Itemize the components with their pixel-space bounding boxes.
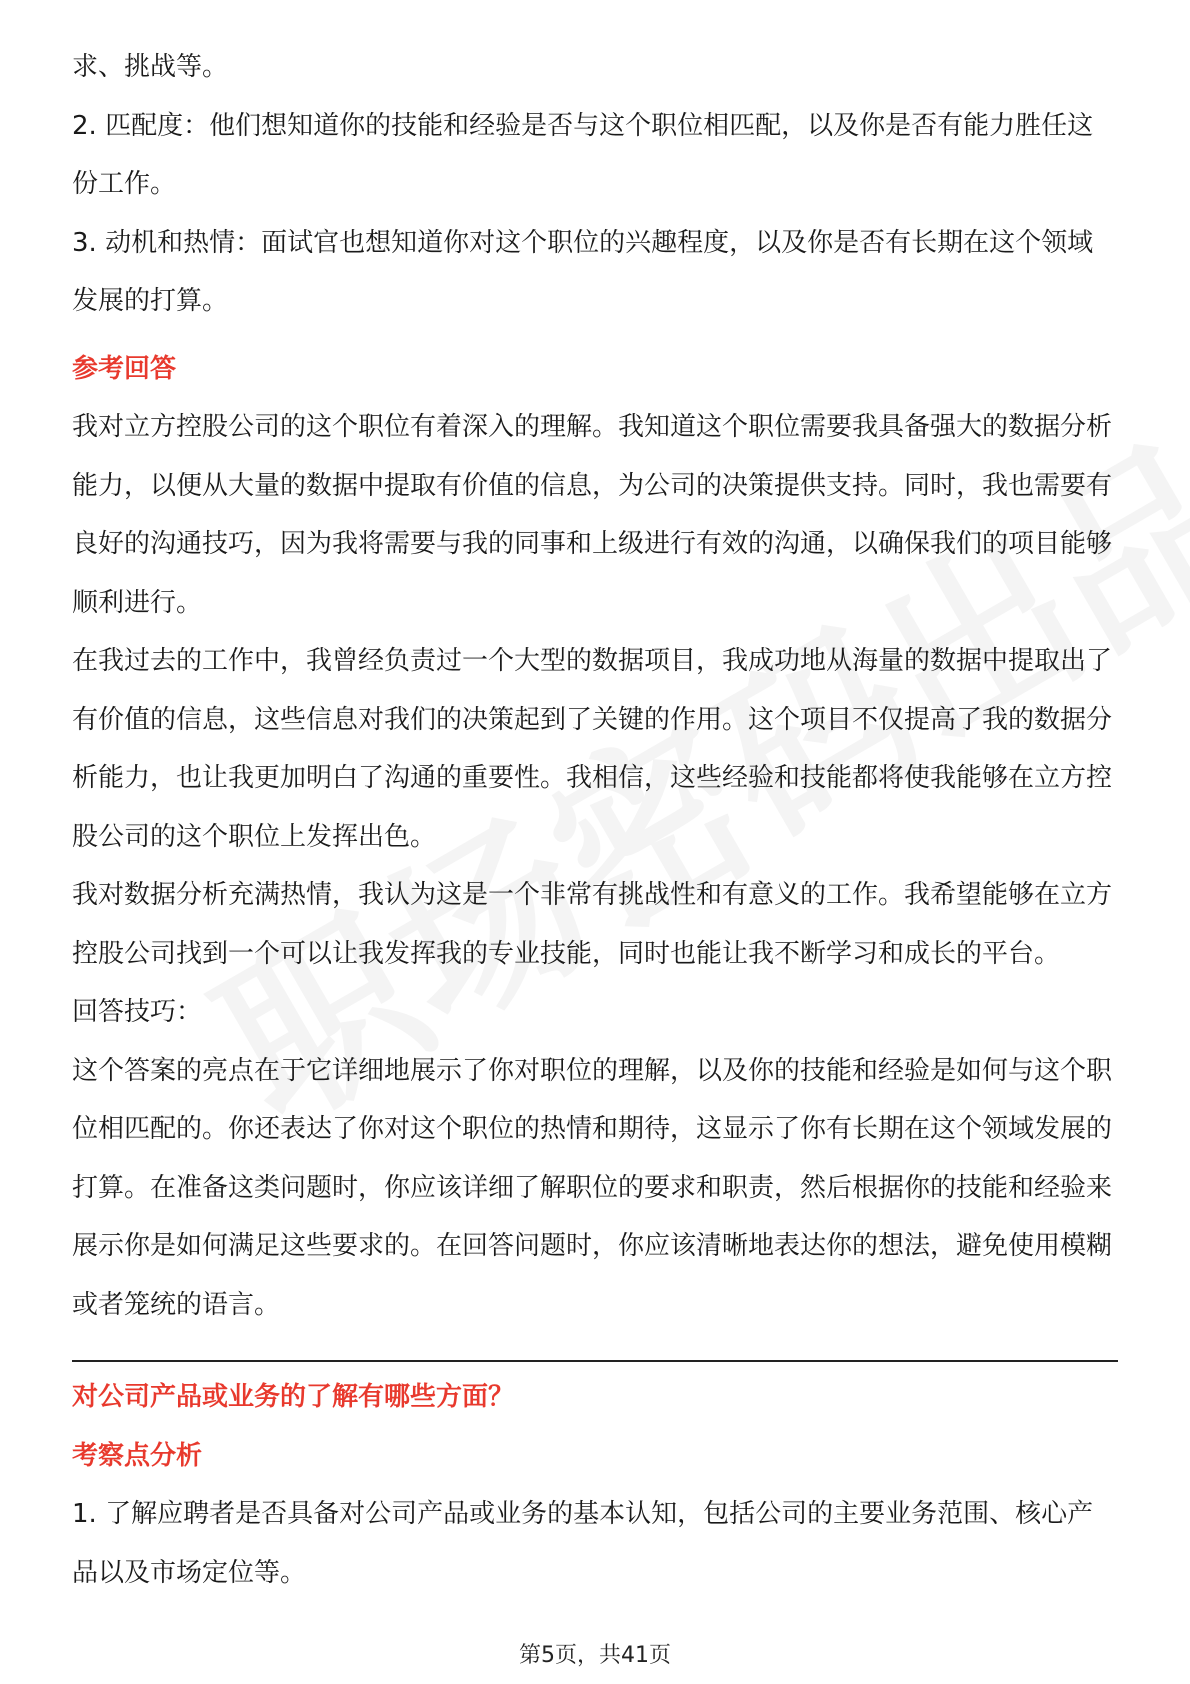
body-paragraph: 我对数据分析充满热情，我认为这是一个非常有挑战性和有意义的工作。我希望能够在立方控股公司找到一个可以让我发挥我的专业技能，同时也能让我不断学习和成长的平台。	[72, 880, 1113, 969]
section-heading: 参考回答	[72, 353, 177, 384]
page-footer: 第5页，共41页	[519, 1643, 671, 1668]
body-paragraph: 2. 匹配度：他们想知道你的技能和经验是否与这个职位相匹配，以及你是否有能力胜任这份工作。	[72, 110, 1094, 199]
body-paragraph: 这个答案的亮点在于它详细地展示了你对职位的理解，以及你的技能和经验是如何与这个职位相匹配的。你还表达了你对这个职位的热情和期待，这显示了你有长期在这个领域发展的打算。在准备这类问题时，你应该详细了解职位的要求和职责，然后根据你的技能和经验来展示你是如何满足这些要求的。在回答问题时，你应该清晰地表达你的想法，避免使用模糊或者笼统的语言。	[72, 1055, 1113, 1320]
body-paragraph: 我对立方控股公司的这个职位有着深入的理解。我知道这个职位需要我具备强大的数据分析能力，以便从大量的数据中提取有价值的信息，为公司的决策提供支持。同时，我也需要有良好的沟通技巧，因为我将需要与我的同事和上级进行有效的沟通，以确保我们的项目能够顺利进行。	[72, 412, 1113, 618]
section-heading: 对公司产品或业务的了解有哪些方面？	[72, 1382, 515, 1412]
body-paragraph: 1. 了解应聘者是否具备对公司产品或业务的基本认知，包括公司的主要业务范围、核心产品以及市场定位等。	[72, 1499, 1094, 1588]
section-heading: 考察点分析	[72, 1440, 203, 1471]
body-paragraph: 3. 动机和热情：面试官也想知道你对这个职位的兴趣程度，以及你是否有长期在这个领域发展的打算。	[72, 227, 1094, 316]
page-content	[72, 38, 1118, 1602]
body-paragraph: 在我过去的工作中，我曾经负责过一个大型的数据项目，我成功地从海量的数据中提取出了有价值的信息，这些信息对我们的决策起到了关键的作用。这个项目不仅提高了我的数据分析能力，也让我更加明白了沟通的重要性。我相信，这些经验和技能都将使我能够在立方控股公司的这个职位上发挥出色。	[72, 646, 1113, 852]
body-paragraph: 回答技巧：	[72, 997, 203, 1027]
body-paragraph: 求、挑战等。	[72, 52, 229, 82]
section-divider	[72, 1360, 1118, 1362]
